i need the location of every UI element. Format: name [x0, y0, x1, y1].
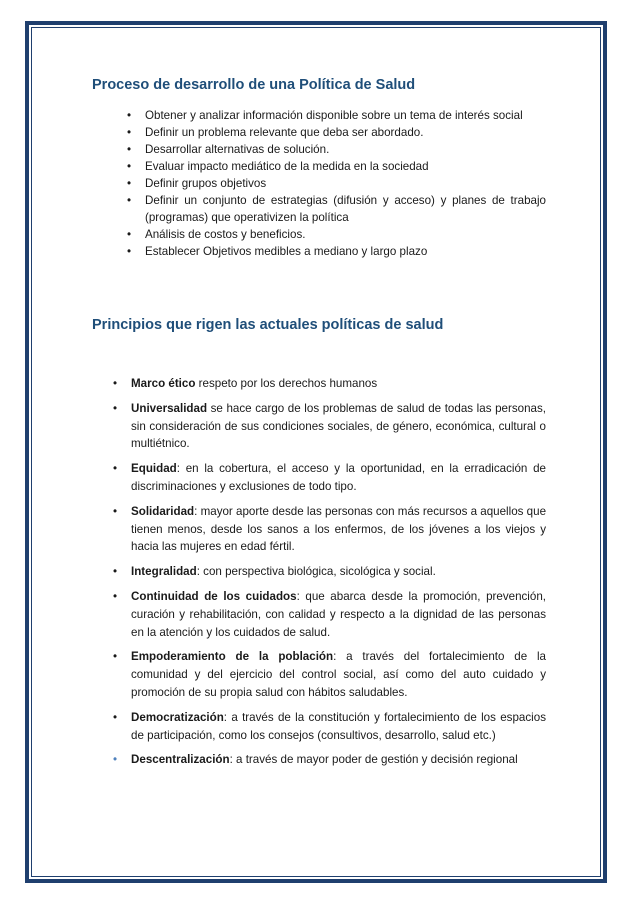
list-item: • Definir un conjunto de estrategias (difusión y acceso) y planes de trabajo (programas) que operativizen la política: [127, 192, 546, 226]
principle-text: : que abarca desde la promoción, prevención, curación y rehabilitación, con calidad y respecto a la dignidad de las personas en la atención y los cuidados de salud.: [131, 589, 547, 639]
list-item: [113, 400, 546, 453]
principle-text: : con perspectiva biológica, sicológica y social.: [196, 565, 436, 579]
list-item: [113, 588, 546, 641]
principle-term: Solidaridad: [131, 504, 195, 518]
list-item: [113, 503, 546, 556]
section-title-principios: Principios que rigen las actuales políticas de salud: [92, 317, 444, 333]
list-item: • Evaluar impacto mediático de la medida en la sociedad: [127, 158, 546, 175]
principle-text: : a través de mayor poder de gestión y decisión regional: [229, 753, 518, 767]
list-item: • Análisis de costos y beneficios.: [127, 226, 546, 243]
principle-text: : mayor aporte desde las personas con más recursos a aquellos que tienen menos, desde los sanos a los enfermos, de los jóvenes a los viejos y hacia las mujeres en edad fértil.: [131, 504, 547, 554]
list-item: [113, 460, 546, 496]
list-item: [113, 751, 546, 769]
principle-text: : a través de la constitución y fortalecimiento de los espacios de participación, como los consejos (consultivos, desarrollo, salud etc.): [131, 710, 546, 742]
principle-text: respeto por los derechos humanos: [195, 377, 378, 390]
principle-term: Marco ético: [131, 377, 196, 390]
list-item: • Definir un problema relevante que deba ser abordado.: [127, 124, 546, 141]
list-item: [113, 648, 546, 701]
list-item: • Establecer Objetivos medibles a mediano y largo plazo: [127, 243, 546, 260]
principle-text: : en la cobertura, el acceso y la oportunidad, en la erradicación de discriminaciones y exclusiones de todo tipo.: [131, 462, 546, 493]
list-item: [113, 375, 546, 393]
list-item: • Desarrollar alternativas de solución.: [127, 141, 546, 158]
principle-term: Continuidad de los cuidados: [131, 589, 297, 603]
list-item: • Definir grupos objetivos: [127, 175, 546, 192]
principle-text: : a través del fortalecimiento de la comunidad y del ejercicio del control social, así como del auto cuidado y promoción de su propia salud con hábitos saludables.: [131, 650, 546, 699]
principle-term: Democratización: [131, 710, 224, 724]
principle-text: se hace cargo de los problemas de salud de todas las personas, sin consideración de sus condiciones sociales, de género, económica, cultural o multiétnico.: [131, 401, 546, 451]
principle-term: Empoderamiento de la población: [131, 650, 334, 664]
principle-term: Universalidad: [131, 401, 208, 415]
principios-list: [113, 375, 546, 776]
list-item: [113, 709, 546, 745]
principle-term: Integralidad: [131, 565, 197, 579]
list-item: [113, 563, 546, 581]
principle-term: Equidad: [131, 462, 177, 476]
proceso-list: [127, 107, 546, 260]
section-title-proceso: Proceso de desarrollo de una Política de Salud: [92, 77, 416, 93]
list-item: • Obtener y analizar información disponible sobre un tema de interés social: [127, 107, 546, 124]
principle-term: Descentralización: [131, 753, 230, 767]
